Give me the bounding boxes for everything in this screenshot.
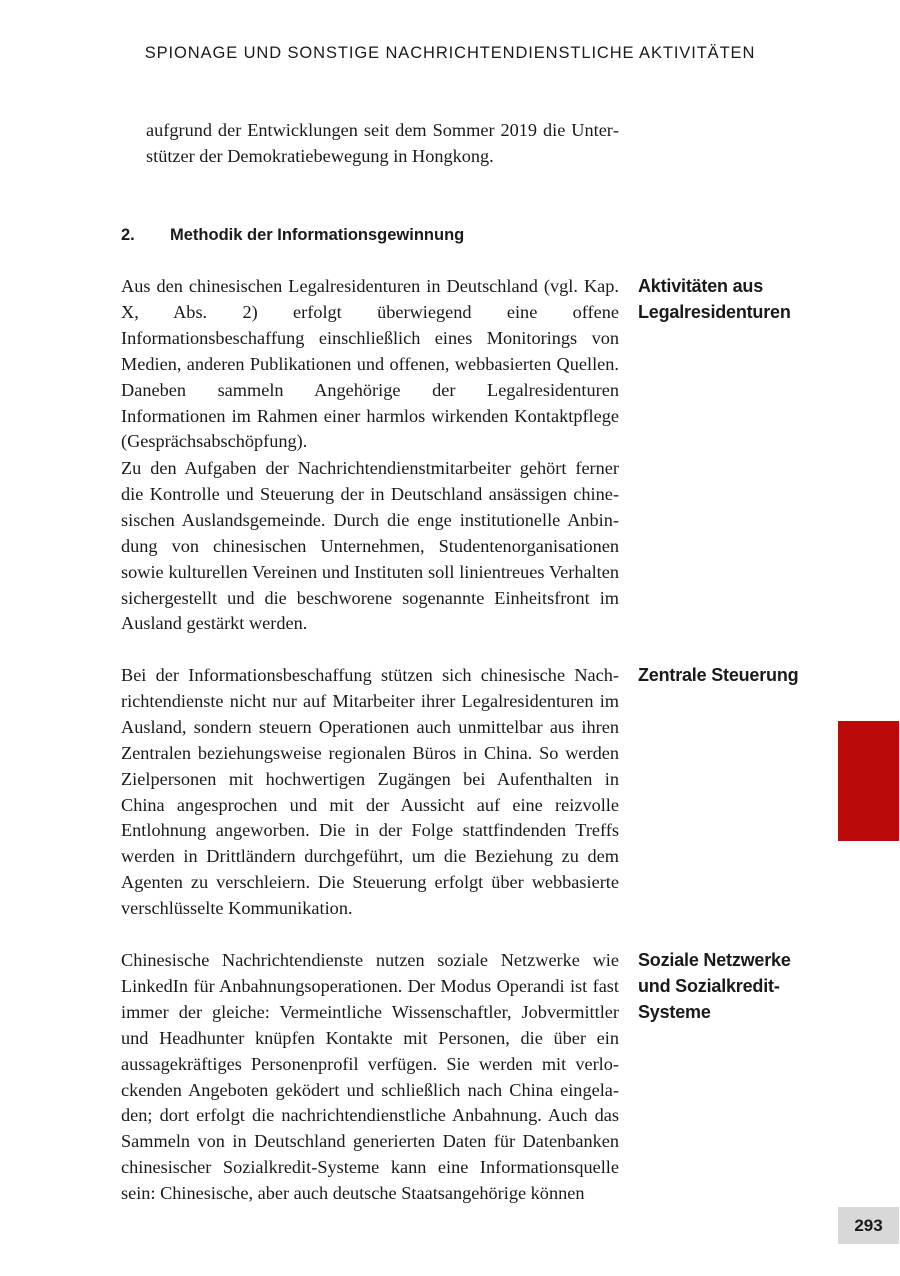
running-header: SPIONAGE UND SONSTIGE NACHRICHTENDIENSTLICHE AKTIVITÄTEN: [144, 44, 756, 62]
paragraph-soziale-netzwerke: Chinesische Nachrichtendienste nutzen soziale Netzwerke wie LinkedIn für Anbahnungsoperationen. Der Modus Operandi ist fast immer der gleiche: Vermeintliche Wissenschaftler, Jobvermittler und Headhunter knüpfen Kontakte mit Personen, die über ein aussagekräftiges Personenprofil verfügen. Sie werden mit verlockenden Angeboten geködert und schließlich nach China eingeladen; dort erfolgt die nachrichtendienstliche Anbahnung. Auch das Sammeln von in Deutschland generierten Daten für Datenbanken chinesischer Sozialkredit-Systeme kann eine Informationsquelle sein: Chinesische, aber auch deutsche Staatsangehörige können: [121, 950, 619, 1204]
section-heading: [121, 224, 464, 246]
margin-note-legalresidenturen: Aktivitäten aus Legalresidenturen: [638, 276, 791, 322]
paragraph-zentrale-steuerung: Bei der Informationsbeschaffung stützen sich chinesische Nachrichtendienste nicht nur auf Mitarbeiter ihrer Legalresidenturen im Ausland, sondern steuern Operationen auch unmittelbar aus ihren Zentralen beziehungsweise regionalen Büros in China. So werden Zielpersonen mit hochwertigen Zugängen bei Aufenthalten in China angesprochen und mit der Aussicht auf eine reizvolle Entlohnung angeworben. Die in der Folge stattfindenden Treffs werden in Drittländern durchgeführt, um die Beziehung zu dem Agenten zu verschleiern. Die Steuerung erfolgt über webbasierte verschlüsselte Kommunikation.: [121, 665, 619, 919]
page-number: 293: [838, 1207, 899, 1244]
chapter-tab-marker: [838, 721, 899, 841]
paragraph-legalresidenturen: Aus den chinesischen Legalresidenturen in Deutschland (vgl. Kap. X, Abs. 2) erfolgt überwiegend eine offene Informationsbeschaffung einschließlich eines Monitorings von Medien, anderen Publikationen und offenen, webbasierten Quellen. Daneben sammeln Angehörige der Legalresidenturen Informationen im Rahmen einer harmlos wirkenden Kontaktpflege (Gesprächsabschöpfung).: [121, 276, 619, 452]
section-title: Methodik der Informationsgewinnung: [170, 226, 465, 244]
paragraph-auslandsgemeinde: Zu den Aufgaben der Nachrichtendienstmitarbeiter gehört ferner die Kontrolle und Steuerung der in Deutschland ansässigen chinesischen Auslandsgemeinde. Durch die enge institutionelle Anbindung von chinesischen Unternehmen, Studentenorganisationen sowie kulturellen Vereinen und Instituten soll linientreues Verhalten sichergestellt und die beschworene sogenannte Einheitsfront im Ausland gestärkt werden.: [121, 458, 619, 634]
margin-note-zentrale-steuerung: Zentrale Steuerung: [638, 665, 799, 685]
margin-note-soziale-netzwerke: Soziale Netzwerke und Sozialkredit-Systeme: [638, 950, 791, 1022]
intro-paragraph: aufgrund der Entwicklungen seit dem Sommer 2019 die Unterstützer der Demokratiebewegung in Hongkong.: [146, 120, 619, 166]
section-number: 2.: [121, 226, 135, 244]
